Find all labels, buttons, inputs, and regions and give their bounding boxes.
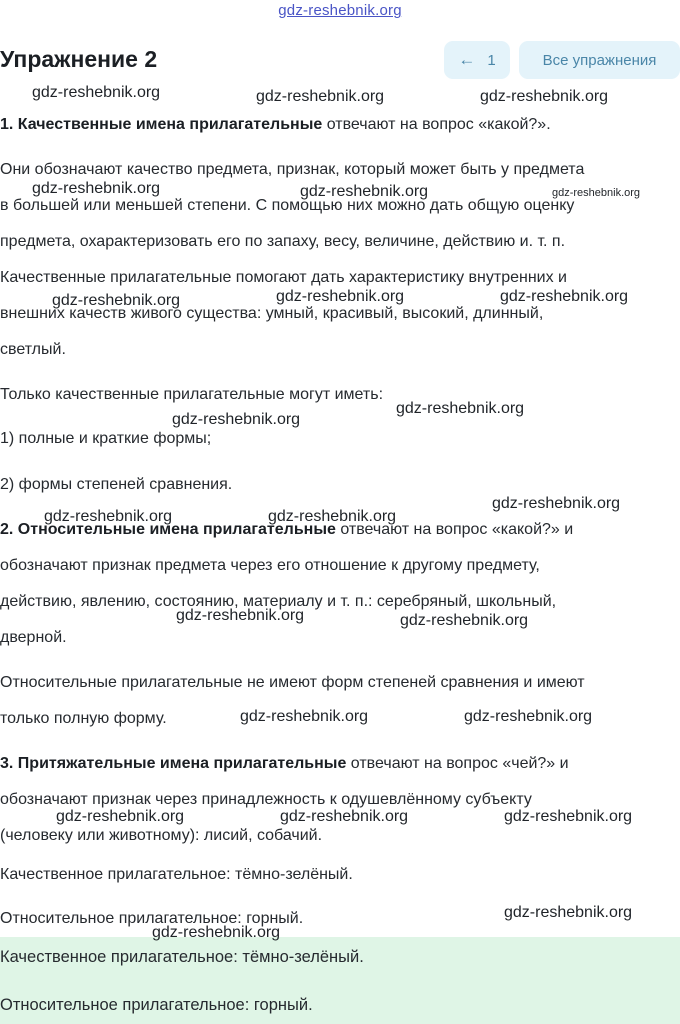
watermark: gdz-reshebnik.org bbox=[44, 508, 173, 525]
text-line: светлый. bbox=[0, 341, 66, 358]
watermark: gdz-reshebnik.org bbox=[400, 612, 529, 629]
section-1-term: 1. Качественные имена прилагательные bbox=[0, 116, 323, 133]
text-line: Относительные прилагательные не имеют форм степеней сравнения и имеют bbox=[0, 674, 585, 691]
section-2-rest: отвечают на вопрос «какой?» и bbox=[335, 521, 574, 538]
section-1-heading bbox=[0, 116, 680, 134]
watermark: gdz-reshebnik.org bbox=[500, 288, 629, 305]
page-title: Упражнение 2 bbox=[0, 46, 158, 72]
watermark: gdz-reshebnik.org bbox=[504, 808, 633, 825]
text-line: обозначают признак предмета через его отношение к другому предмету, bbox=[0, 557, 540, 574]
watermark: gdz-reshebnik.org bbox=[276, 288, 405, 305]
watermark: gdz-reshebnik.org bbox=[32, 180, 161, 197]
watermark: gdz-reshebnik.org bbox=[300, 183, 429, 200]
watermark: gdz-reshebnik.org bbox=[396, 400, 525, 417]
watermark: gdz-reshebnik.org bbox=[172, 411, 301, 428]
answer-line: Качественное прилагательное: тёмно-зелёный. bbox=[0, 948, 364, 966]
watermark: gdz-reshebnik.org bbox=[552, 187, 641, 199]
watermark: gdz-reshebnik.org bbox=[464, 708, 593, 725]
watermark: gdz-reshebnik.org bbox=[480, 88, 609, 105]
text-line: действию, явлению, состоянию, материалу и т. п.: серебряный, школьный, bbox=[0, 593, 557, 610]
section-3-heading bbox=[0, 755, 680, 773]
text-line: (человеку или животному): лисий, собачий. bbox=[0, 827, 323, 844]
section-2-term: 2. Относительные имена прилагательные bbox=[0, 521, 336, 538]
arrow-left-icon: ← bbox=[458, 50, 476, 69]
list-item: 1) полные и краткие формы; bbox=[0, 430, 212, 447]
watermark: gdz-reshebnik.org bbox=[176, 607, 305, 624]
text-line: предмета, охарактеризовать его по запаху, весу, величине, действию и. т. п. bbox=[0, 233, 566, 250]
answer-line: Относительное прилагательное: горный. bbox=[0, 996, 313, 1014]
section-3-rest: отвечают на вопрос «чей?» и bbox=[346, 755, 569, 772]
previous-exercise-label: 1 bbox=[487, 51, 496, 69]
text-line: дверной. bbox=[0, 629, 67, 646]
watermark: gdz-reshebnik.org bbox=[32, 84, 161, 101]
text-line: внешних качеств живого существа: умный, красивый, высокий, длинный, bbox=[0, 305, 544, 322]
site-link[interactable]: gdz-reshebnik.org bbox=[278, 2, 402, 19]
answer-box bbox=[0, 937, 680, 1024]
watermark: gdz-reshebnik.org bbox=[256, 88, 385, 105]
text-line: обозначают признак через принадлежность к одушевлённому субъекту bbox=[0, 791, 532, 808]
section-1-rest: отвечают на вопрос «какой?». bbox=[322, 116, 551, 133]
text-line: Только качественные прилагательные могут иметь: bbox=[0, 386, 384, 403]
previous-exercise-button[interactable] bbox=[444, 41, 510, 79]
watermark: gdz-reshebnik.org bbox=[240, 708, 369, 725]
text-line: Они обозначают качество предмета, признак, который может быть у предмета bbox=[0, 161, 585, 178]
list-item: 2) формы степеней сравнения. bbox=[0, 476, 233, 493]
watermark: gdz-reshebnik.org bbox=[56, 808, 185, 825]
text-line: Качественные прилагательные помогают дать характеристику внутренних и bbox=[0, 269, 567, 286]
section-3-term: 3. Притяжательные имена прилагательные bbox=[0, 755, 347, 772]
text-line: только полную форму. bbox=[0, 710, 167, 727]
watermark: gdz-reshebnik.org bbox=[152, 924, 281, 941]
example-line: Относительное прилагательное: горный. bbox=[0, 910, 304, 927]
text-line: в большей или меньшей степени. С помощью них можно дать общую оценку bbox=[0, 197, 575, 214]
watermark: gdz-reshebnik.org bbox=[52, 292, 181, 309]
watermark: gdz-reshebnik.org bbox=[280, 808, 409, 825]
watermark: gdz-reshebnik.org bbox=[492, 495, 621, 512]
watermark: gdz-reshebnik.org bbox=[504, 904, 633, 921]
all-exercises-button[interactable]: Все упражнения bbox=[519, 41, 680, 79]
watermark: gdz-reshebnik.org bbox=[268, 508, 397, 525]
example-line: Качественное прилагательное: тёмно-зелёный. bbox=[0, 866, 353, 883]
